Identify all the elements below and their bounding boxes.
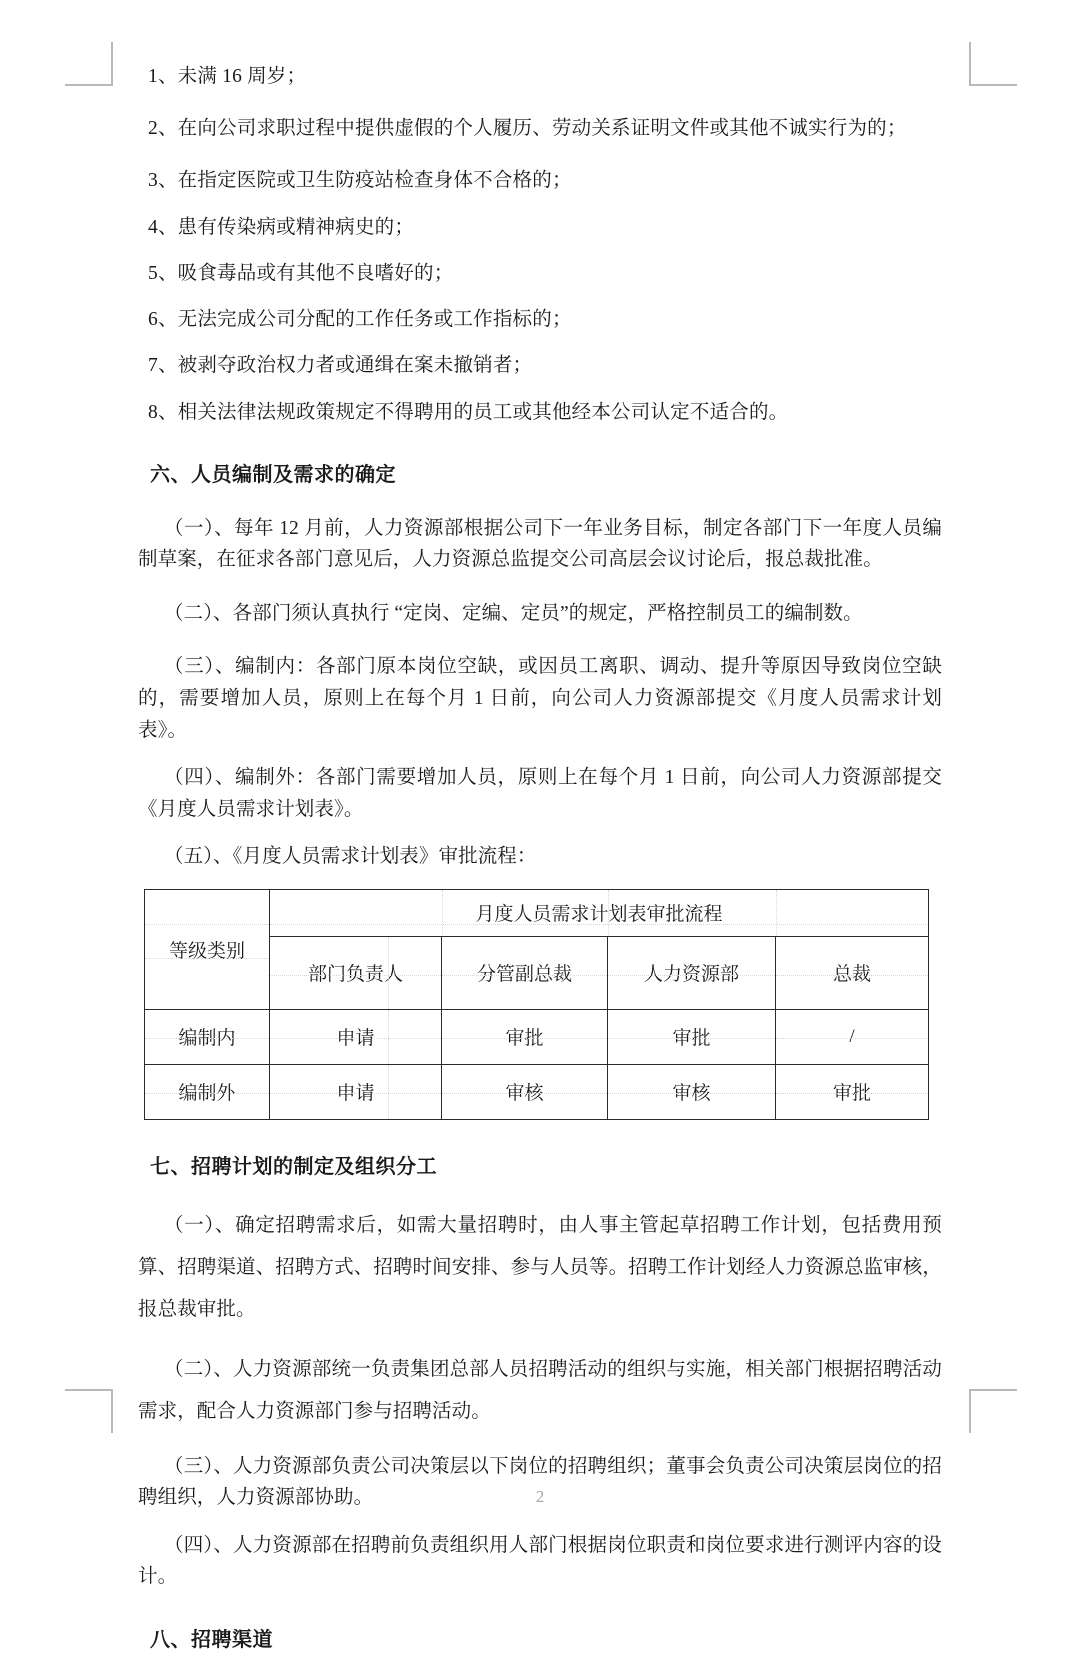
list-item: 7、被剥夺政治权力者或通缉在案未撤销者； bbox=[148, 355, 533, 377]
paragraph-seven-1: （一）、确定招聘需求后，如需大量招聘时，由人事主管起草招聘工作计划，包括费用预算、招聘渠道、招聘方式、招聘时间安排、参与人员等。招聘工作计划经人力资源总监审核，报总裁审批。 bbox=[138, 1214, 942, 1320]
table-cell-external-vp bbox=[442, 1064, 608, 1119]
table-cell-external-hr bbox=[608, 1064, 776, 1119]
crop-mark-bottom-left bbox=[65, 1389, 113, 1433]
approval-flow-table bbox=[144, 889, 929, 1120]
table-row-label-internal-text: 编制内 bbox=[178, 1028, 236, 1050]
table-header-vp bbox=[442, 936, 608, 1009]
table-cell-internal-hr-text: 审批 bbox=[672, 1028, 711, 1050]
table-header-hr-text: 人力资源部 bbox=[643, 964, 739, 986]
table-header-president bbox=[776, 936, 929, 1009]
table-row-label-external-text: 编制外 bbox=[178, 1083, 236, 1105]
table-cell-external-dept-lead-text: 申请 bbox=[336, 1083, 375, 1105]
table-header-president-text: 总裁 bbox=[833, 964, 872, 986]
table-header-dept-lead bbox=[270, 936, 442, 1009]
table-cell-external-dept-lead bbox=[270, 1064, 442, 1119]
table-cell-internal-hr bbox=[608, 1009, 776, 1064]
table-cell-internal-president-text: / bbox=[849, 1025, 855, 1047]
document-body bbox=[138, 62, 942, 1678]
table-cell-row-label-header bbox=[145, 889, 270, 1009]
table-cell-internal-vp-text: 审批 bbox=[505, 1028, 544, 1050]
paragraph-six-3: （三）、编制内：各部门原本岗位空缺，或因员工离职、调动、提升等原因导致岗位空缺的，需要增加人员，原则上在每个月 1 日前，向公司人力资源部提交《月度人员需求计划表》。 bbox=[138, 656, 942, 741]
crop-mark-bottom-right bbox=[969, 1389, 1017, 1433]
list-item: 3、在指定医院或卫生防疫站检查身体不合格的； bbox=[148, 170, 572, 192]
table-cell-internal-president bbox=[776, 1009, 929, 1064]
table-row bbox=[145, 1064, 929, 1119]
list-item: 1、未满 16 周岁； bbox=[148, 66, 307, 87]
list-item: 4、患有传染病或精神病史的； bbox=[148, 216, 415, 238]
crop-mark-top-left bbox=[65, 42, 113, 86]
table-cell-external-hr-text: 审核 bbox=[672, 1083, 711, 1105]
crop-mark-top-right bbox=[969, 42, 1017, 86]
table-cell-internal-dept-lead-text: 申请 bbox=[336, 1028, 375, 1050]
table-cell-external-president bbox=[776, 1064, 929, 1119]
table-cell-internal-dept-lead bbox=[270, 1009, 442, 1064]
list-item: 5、吸食毒品或有其他不良嗜好的； bbox=[148, 262, 454, 284]
paragraph-seven-4: （四）、人力资源部在招聘前负责组织用人部门根据岗位职责和岗位要求进行测评内容的设计。 bbox=[138, 1534, 942, 1588]
paragraph-six-1: （一）、每年 12 月前，人力资源部根据公司下一年业务目标，制定各部门下一年度人员编制草案，在征求各部门意见后，人力资源总监提交公司高层会议讨论后，报总裁批准。 bbox=[138, 517, 942, 571]
list-item: 8、相关法律法规政策规定不得聘用的员工或其他经本公司认定不适合的。 bbox=[148, 401, 789, 423]
table-cell-internal-vp bbox=[442, 1009, 608, 1064]
paragraph-six-2: （二）、各部门须认真执行 “定岗、定编、定员”的规定，严格控制员工的编制数。 bbox=[164, 602, 863, 624]
table-row-label-internal bbox=[145, 1009, 270, 1064]
paragraph-six-5: （五）、《月度人员需求计划表》审批流程： bbox=[164, 846, 537, 868]
table-cell-external-vp-text: 审核 bbox=[505, 1083, 544, 1105]
section-heading-seven: 七、招聘计划的制定及组织分工 bbox=[150, 1155, 437, 1178]
section-heading-six: 六、人员编制及需求的确定 bbox=[150, 463, 396, 486]
paragraph-seven-2: （二）、人力资源部统一负责集团总部人员招聘活动的组织与实施，相关部门根据招聘活动需求，配合人力资源部门参与招聘活动。 bbox=[138, 1358, 942, 1422]
table-cell-external-president-text: 审批 bbox=[833, 1083, 872, 1105]
paragraph-six-4: （四）、编制外：各部门需要增加人员，原则上在每个月 1 日前，向公司人力资源部提交《月度人员需求计划表》。 bbox=[138, 767, 942, 820]
list-item: 2、在向公司求职过程中提供虚假的个人履历、劳动关系证明文件或其他不诚实行为的； bbox=[148, 118, 907, 140]
table-cell-title bbox=[270, 889, 929, 936]
row-label-header-text: 等级类别 bbox=[168, 940, 245, 962]
table-title-text: 月度人员需求计划表审批流程 bbox=[475, 904, 723, 926]
table-row bbox=[145, 1009, 929, 1064]
table-row-title bbox=[145, 889, 929, 936]
table-header-vp-text: 分管副总裁 bbox=[476, 964, 572, 986]
page-number: 2 bbox=[535, 1487, 545, 1506]
section-heading-eight: 八、招聘渠道 bbox=[150, 1628, 273, 1651]
approval-flow-table-wrapper bbox=[144, 889, 928, 1120]
table-row-label-external bbox=[145, 1064, 270, 1119]
list-item: 6、无法完成公司分配的工作任务或工作指标的； bbox=[148, 309, 572, 331]
table-header-hr bbox=[608, 936, 776, 1009]
paragraph-seven-3: （三）、人力资源部负责公司决策层以下岗位的招聘组织；董事会负责公司决策层岗位的招聘组织，人力资源部协助。 bbox=[138, 1455, 942, 1509]
table-header-dept-lead-text: 部门负责人 bbox=[307, 964, 403, 986]
